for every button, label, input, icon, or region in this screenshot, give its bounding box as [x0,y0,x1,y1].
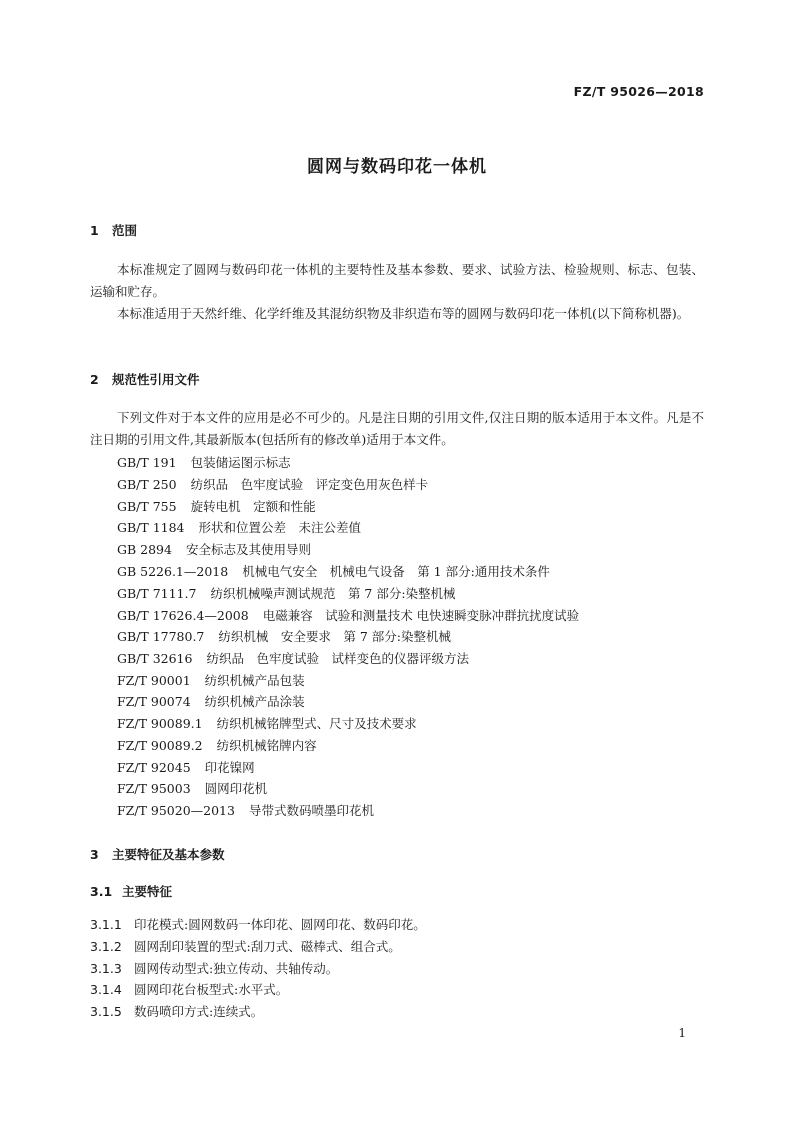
subsection-number: 3.1 [90,884,113,899]
reference-item: GB/T 1184 形状和位置公差 未注公差值 [117,520,362,535]
section-title: 范围 [112,223,138,238]
paragraph: 下列文件对于本文件的应用是必不可少的。凡是注日期的引用文件,仅注日期的版本适用于本文件。凡是不注日期的引用文件,其最新版本(包括所有的修改单)适用于本文件。 [90,410,704,447]
reference-item: FZ/T 90001 纺织机械产品包装 [117,673,305,688]
subsection-title: 主要特征 [122,884,173,899]
reference-item: GB/T 755 旋转电机 定额和性能 [117,499,316,514]
feature-item: 3.1.2 圆网刮印装置的型式:刮刀式、磁棒式、组合式。 [90,939,401,954]
reference-item: FZ/T 95003 圆网印花机 [117,781,268,796]
page-number: 1 [678,1026,686,1040]
section-1-heading [90,221,137,239]
section-1-paragraphs [90,259,704,325]
section-title: 主要特征及基本参数 [112,847,225,862]
reference-item: FZ/T 90074 纺织机械产品涂装 [117,694,305,709]
feature-item: 3.1.5 数码喷印方式:连续式。 [90,1004,264,1019]
reference-item: GB/T 7111.7 纺织机械噪声测试规范 第 7 部分:染整机械 [117,586,456,601]
reference-item: GB/T 191 包装储运图示标志 [117,455,291,470]
paragraph: 本标准适用于天然纤维、化学纤维及其混纺织物及非织造布等的圆网与数码印花一体机(以下简称机器)。 [117,306,690,321]
subsection-3-1-heading [90,882,172,900]
reference-item: FZ/T 92045 印花镍网 [117,760,255,775]
section-number: 1 [90,223,99,238]
section-2-heading [90,370,200,388]
section-number: 2 [90,372,99,387]
reference-item: FZ/T 90089.1 纺织机械铭牌型式、尺寸及技术要求 [117,716,417,731]
reference-item: GB/T 17780.7 纺织机械 安全要求 第 7 部分:染整机械 [117,629,452,644]
reference-item: GB/T 17626.4—2008 电磁兼容 试验和测量技术 电快速瞬变脉冲群抗扰度试验 [117,608,580,623]
document-title: 圆网与数码印花一体机 [307,157,487,177]
feature-item: 3.1.1 印花模式:圆网数码一体印花、圆网印花、数码印花。 [90,917,426,932]
reference-item: FZ/T 90089.2 纺织机械铭牌内容 [117,738,317,753]
standard-code: FZ/T 95026—2018 [573,84,704,99]
section-number: 3 [90,847,99,862]
reference-item: GB/T 32616 纺织品 色牢度试验 试样变色的仪器评级方法 [117,651,469,666]
reference-item: GB 2894 安全标志及其使用导则 [117,542,311,557]
paragraph: 本标准规定了圆网与数码印花一体机的主要特性及基本参数、要求、试验方法、检验规则、标志、包装、运输和贮存。 [90,262,704,299]
reference-item: GB 5226.1—2018 机械电气安全 机械电气设备 第 1 部分:通用技术条件 [117,564,550,579]
section-3-heading [90,845,225,863]
section-2-paragraph [90,407,704,451]
feature-item: 3.1.3 圆网传动型式:独立传动、共轴传动。 [90,961,339,976]
reference-item: FZ/T 95020—2013 导带式数码喷墨印花机 [117,803,374,818]
feature-item: 3.1.4 圆网印花台板型式:水平式。 [90,982,289,997]
section-title: 规范性引用文件 [112,372,200,387]
reference-item: GB/T 250 纺织品 色牢度试验 评定变色用灰色样卡 [117,477,429,492]
